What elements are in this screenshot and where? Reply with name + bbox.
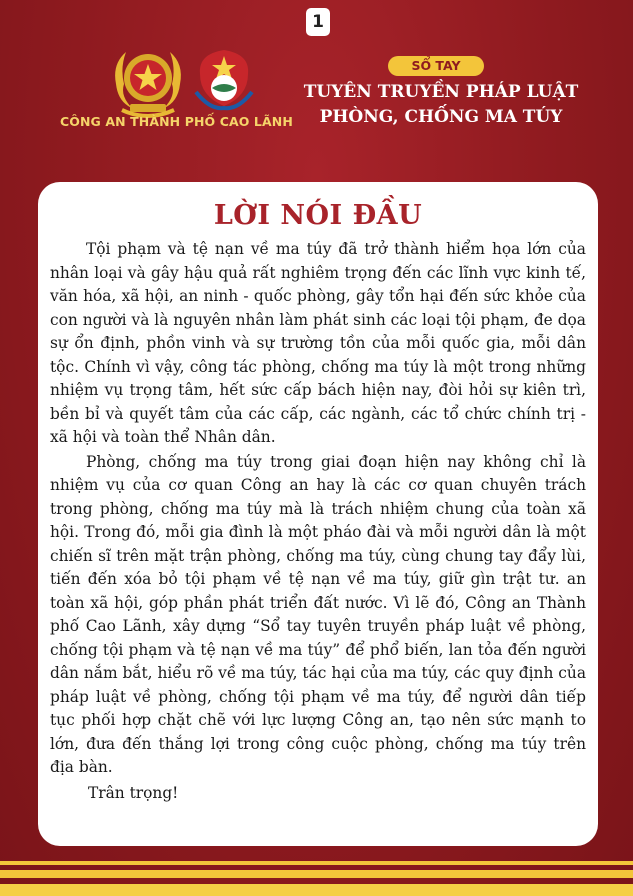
- preface-heading: LỜI NÓI ĐẦU: [213, 200, 423, 231]
- handbook-title-line-2: PHÒNG, CHỐNG MA TÚY: [319, 107, 563, 127]
- decorative-stripe: [0, 870, 633, 878]
- handbook-badge: SỔ TAY: [388, 56, 484, 76]
- organization-name: CÔNG AN THÀNH PHỐ CAO LÃNH: [60, 114, 293, 129]
- preface-body: [50, 238, 586, 805]
- police-emblem-icon: [108, 44, 188, 120]
- decorative-stripe: [0, 884, 633, 896]
- youth-union-emblem-icon: [190, 44, 258, 112]
- handbook-title: [296, 80, 586, 130]
- decorative-stripe: [0, 861, 633, 865]
- page-number: 1: [306, 8, 330, 36]
- preface-paragraph-2: Phòng, chống ma túy trong giai đoạn hiện nay không chỉ là nhiệm vụ của cơ quan Công an hay là các cơ quan chuyên trách trong phòng, chống ma túy mà là trách nhiệm chung của toàn xã hội. Trong đó, mỗi gia đình là một pháo đài và mỗi người dân là một chiến sĩ trên mặt trận phòng, chống ma túy, cùng chung tay đẩy lùi, tiến đến xóa bỏ tội phạm về tệ nạn về ma túy, giữ gìn trật tư. an toàn xã hội, góp phần phát triển đất nước. Vì lẽ đó, Công an Thành phố Cao Lãnh, xây dựng “Sổ tay tuyên truyền pháp luật về phòng, chống tội phạm và tệ nạn về ma túy” để phổ biến, lan tỏa đến người dân nắm bắt, hiểu rõ về ma túy, tác hại của ma túy, các quy định của pháp luật về phòng, chống tội phạm về ma túy, để người dân tiếp tục phối hợp chặt chẽ với lực lượng Công an, tạo nên sức mạnh to lớn, đưa đến thắng lợi trong công cuộc phòng, chống ma túy trên địa bàn.: [50, 452, 586, 776]
- handbook-title-line-1: TUYÊN TRUYỀN PHÁP LUẬT: [303, 82, 579, 102]
- preface-card: [38, 182, 598, 846]
- preface-closing: Trân trọng!: [88, 783, 179, 802]
- preface-paragraph-1: Tội phạm và tệ nạn về ma túy đã trở thành hiểm họa lớn của nhân loại và gây hậu quả rất nghiêm trọng đến các lĩnh vực kinh tế, văn hóa, xã hội, an ninh - quốc phòng, gây tổn hại đến sức khỏe của con người và là nguyên nhân làm phát sinh các loại tội phạm, đe dọa sự ổn định, phồn vinh và sự trường tồn của mỗi quốc gia, mỗi dân tộc. Chính vì vậy, công tác phòng, chống ma túy là một trong những nhiệm vụ trọng tâm, hết sức cấp bách hiện nay, đòi hỏi sự kiên trì, bền bỉ và quyết tâm của các cấp, các ngành, các tổ chức chính trị - xã hội và toàn thể Nhân dân.: [50, 240, 586, 446]
